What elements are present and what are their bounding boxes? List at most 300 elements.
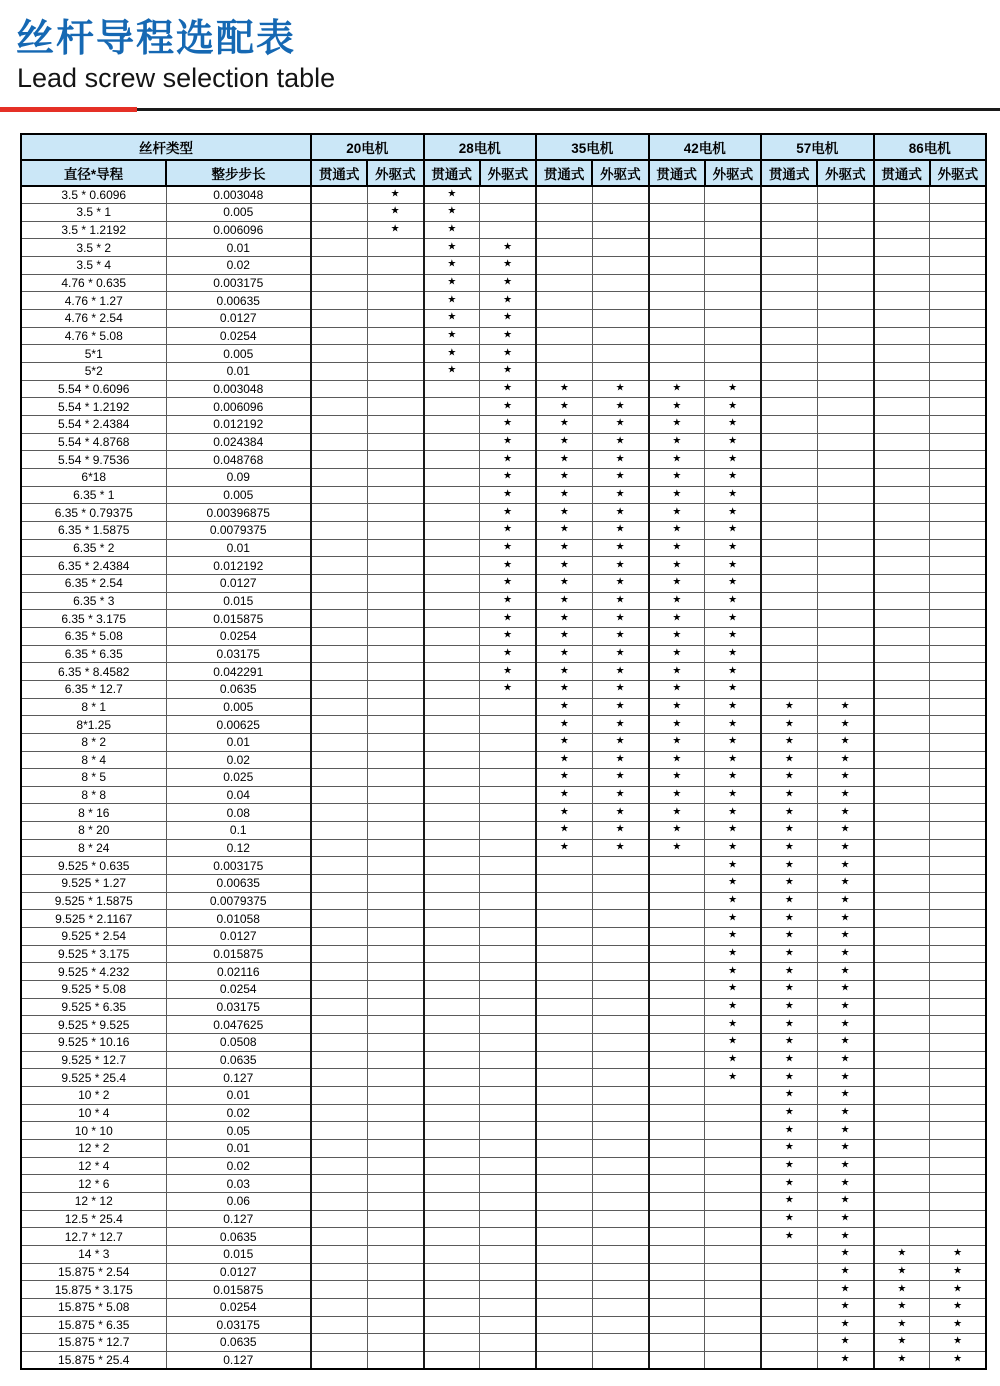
diameter-lead-cell: 3.5 * 4	[21, 257, 166, 275]
compat-empty-cell	[761, 1281, 817, 1299]
star-icon: ★	[840, 982, 850, 994]
compat-empty-cell	[592, 1245, 648, 1263]
compat-star-cell	[649, 557, 705, 575]
compat-empty-cell	[311, 486, 367, 504]
star-icon: ★	[559, 541, 569, 553]
star-icon: ★	[784, 1088, 794, 1100]
compat-empty-cell	[874, 327, 930, 345]
star-icon: ★	[559, 682, 569, 694]
star-icon: ★	[615, 682, 625, 694]
diameter-lead-cell: 6.35 * 12.7	[21, 680, 166, 698]
compat-empty-cell	[592, 892, 648, 910]
star-icon: ★	[728, 665, 738, 677]
compat-empty-cell	[424, 1069, 480, 1087]
compat-star-cell	[480, 469, 536, 487]
star-icon: ★	[559, 823, 569, 835]
header-motor-28: 28电机	[424, 134, 537, 160]
compat-star-cell	[761, 769, 817, 787]
compat-empty-cell	[930, 998, 986, 1016]
compat-empty-cell	[930, 274, 986, 292]
star-icon: ★	[559, 435, 569, 447]
compat-empty-cell	[930, 451, 986, 469]
compat-empty-cell	[480, 804, 536, 822]
compat-empty-cell	[367, 1175, 423, 1193]
compat-empty-cell	[649, 875, 705, 893]
diameter-lead-cell: 15.875 * 5.08	[21, 1298, 166, 1316]
star-icon: ★	[503, 647, 513, 659]
table-row	[21, 327, 986, 345]
compat-empty-cell	[480, 751, 536, 769]
table-row	[21, 804, 986, 822]
compat-empty-cell	[592, 1281, 648, 1299]
step-length-cell: 0.0127	[166, 1263, 311, 1281]
diameter-lead-cell: 6.35 * 2.54	[21, 574, 166, 592]
compat-empty-cell	[761, 239, 817, 257]
compat-empty-cell	[705, 345, 761, 363]
star-icon: ★	[672, 594, 682, 606]
star-icon: ★	[897, 1353, 907, 1365]
compat-empty-cell	[480, 963, 536, 981]
compat-empty-cell	[649, 981, 705, 999]
compat-empty-cell	[424, 469, 480, 487]
star-icon: ★	[559, 788, 569, 800]
compat-empty-cell	[761, 416, 817, 434]
compat-star-cell	[705, 433, 761, 451]
star-icon: ★	[840, 718, 850, 730]
compat-star-cell	[649, 804, 705, 822]
compat-empty-cell	[761, 574, 817, 592]
compat-star-cell	[705, 963, 761, 981]
compat-empty-cell	[817, 274, 873, 292]
compat-empty-cell	[874, 557, 930, 575]
compat-star-cell	[705, 645, 761, 663]
compat-star-cell	[424, 257, 480, 275]
compat-empty-cell	[874, 1069, 930, 1087]
compat-empty-cell	[649, 310, 705, 328]
star-icon: ★	[390, 223, 400, 235]
star-icon: ★	[672, 841, 682, 853]
star-icon: ★	[728, 806, 738, 818]
compat-star-cell	[592, 574, 648, 592]
compat-empty-cell	[536, 204, 592, 222]
compat-empty-cell	[367, 839, 423, 857]
star-icon: ★	[728, 435, 738, 447]
diameter-lead-cell: 5.54 * 2.4384	[21, 416, 166, 434]
table-row	[21, 1263, 986, 1281]
star-icon: ★	[615, 576, 625, 588]
step-length-cell: 0.003175	[166, 857, 311, 875]
compat-empty-cell	[424, 1263, 480, 1281]
star-icon: ★	[840, 1053, 850, 1065]
compat-empty-cell	[874, 257, 930, 275]
compat-empty-cell	[761, 1316, 817, 1334]
step-length-cell: 0.127	[166, 1069, 311, 1087]
compat-empty-cell	[930, 310, 986, 328]
compat-empty-cell	[817, 257, 873, 275]
compat-empty-cell	[930, 380, 986, 398]
star-icon: ★	[840, 1318, 850, 1330]
star-icon: ★	[784, 700, 794, 712]
star-icon: ★	[728, 965, 738, 977]
compat-star-cell	[592, 416, 648, 434]
table-row	[21, 733, 986, 751]
diameter-lead-cell: 6.35 * 3.175	[21, 610, 166, 628]
compat-empty-cell	[424, 433, 480, 451]
star-icon: ★	[840, 1300, 850, 1312]
star-icon: ★	[840, 965, 850, 977]
compat-empty-cell	[424, 521, 480, 539]
step-length-cell: 0.005	[166, 486, 311, 504]
compat-empty-cell	[367, 539, 423, 557]
star-icon: ★	[728, 488, 738, 500]
compat-star-cell	[817, 945, 873, 963]
compat-empty-cell	[761, 627, 817, 645]
star-icon: ★	[503, 541, 513, 553]
compat-empty-cell	[761, 680, 817, 698]
diameter-lead-cell: 6.35 * 3	[21, 592, 166, 610]
diameter-lead-cell: 4.76 * 5.08	[21, 327, 166, 345]
compat-empty-cell	[761, 274, 817, 292]
star-icon: ★	[728, 700, 738, 712]
step-length-cell: 0.02116	[166, 963, 311, 981]
compat-empty-cell	[817, 292, 873, 310]
table-row	[21, 892, 986, 910]
compat-empty-cell	[480, 1016, 536, 1034]
compat-empty-cell	[930, 239, 986, 257]
compat-empty-cell	[424, 1157, 480, 1175]
star-icon: ★	[728, 1018, 738, 1030]
compat-empty-cell	[874, 221, 930, 239]
compat-empty-cell	[367, 1228, 423, 1246]
step-length-cell: 0.012192	[166, 557, 311, 575]
compat-empty-cell	[311, 345, 367, 363]
star-icon: ★	[503, 311, 513, 323]
compat-empty-cell	[367, 981, 423, 999]
star-icon: ★	[784, 718, 794, 730]
compat-star-cell	[536, 574, 592, 592]
compat-empty-cell	[817, 186, 873, 204]
compat-star-cell	[649, 469, 705, 487]
compat-star-cell	[705, 380, 761, 398]
compat-empty-cell	[367, 1139, 423, 1157]
table-row	[21, 716, 986, 734]
compat-empty-cell	[536, 875, 592, 893]
table-row	[21, 786, 986, 804]
compat-empty-cell	[424, 557, 480, 575]
compat-empty-cell	[817, 504, 873, 522]
compat-star-cell	[761, 1228, 817, 1246]
diameter-lead-cell: 9.525 * 12.7	[21, 1051, 166, 1069]
star-icon: ★	[615, 647, 625, 659]
compat-star-cell	[480, 433, 536, 451]
compat-empty-cell	[536, 981, 592, 999]
compat-empty-cell	[930, 221, 986, 239]
compat-empty-cell	[311, 875, 367, 893]
compat-empty-cell	[705, 1157, 761, 1175]
compat-empty-cell	[649, 1069, 705, 1087]
star-icon: ★	[840, 1035, 850, 1047]
compat-star-cell	[480, 239, 536, 257]
table-row	[21, 292, 986, 310]
compat-star-cell	[592, 645, 648, 663]
star-icon: ★	[840, 1124, 850, 1136]
compat-empty-cell	[424, 981, 480, 999]
compat-empty-cell	[424, 1175, 480, 1193]
star-icon: ★	[503, 523, 513, 535]
compat-star-cell	[536, 804, 592, 822]
compat-star-cell	[480, 680, 536, 698]
star-icon: ★	[784, 876, 794, 888]
compat-empty-cell	[424, 839, 480, 857]
header-external-86: 外驱式	[930, 160, 986, 186]
compat-empty-cell	[536, 1245, 592, 1263]
star-icon: ★	[840, 894, 850, 906]
star-icon: ★	[559, 770, 569, 782]
star-icon: ★	[840, 735, 850, 747]
star-icon: ★	[559, 612, 569, 624]
diameter-lead-cell: 15.875 * 12.7	[21, 1334, 166, 1352]
compat-star-cell	[874, 1334, 930, 1352]
compat-star-cell	[480, 310, 536, 328]
table-row	[21, 857, 986, 875]
compat-empty-cell	[874, 451, 930, 469]
step-length-cell: 0.005	[166, 345, 311, 363]
divider-red-segment	[0, 107, 137, 112]
compat-star-cell	[480, 451, 536, 469]
diameter-lead-cell: 12.5 * 25.4	[21, 1210, 166, 1228]
star-icon: ★	[672, 382, 682, 394]
compat-star-cell	[817, 1316, 873, 1334]
compat-empty-cell	[874, 592, 930, 610]
compat-star-cell	[705, 1051, 761, 1069]
star-icon: ★	[784, 841, 794, 853]
star-icon: ★	[728, 417, 738, 429]
compat-star-cell	[817, 1351, 873, 1369]
compat-empty-cell	[367, 1086, 423, 1104]
star-icon: ★	[840, 753, 850, 765]
header-motor-42: 42电机	[649, 134, 762, 160]
compat-empty-cell	[817, 345, 873, 363]
compat-star-cell	[817, 1157, 873, 1175]
compat-empty-cell	[761, 1245, 817, 1263]
star-icon: ★	[672, 470, 682, 482]
compat-star-cell	[761, 786, 817, 804]
compat-empty-cell	[424, 504, 480, 522]
header-through-42: 贯通式	[649, 160, 705, 186]
compat-star-cell	[592, 769, 648, 787]
compat-star-cell	[536, 822, 592, 840]
table-row	[21, 345, 986, 363]
star-icon: ★	[728, 629, 738, 641]
compat-empty-cell	[874, 751, 930, 769]
compat-empty-cell	[311, 910, 367, 928]
compat-star-cell	[536, 433, 592, 451]
step-length-cell: 0.005	[166, 698, 311, 716]
star-icon: ★	[559, 647, 569, 659]
star-icon: ★	[559, 506, 569, 518]
table-row	[21, 186, 986, 204]
star-icon: ★	[447, 294, 457, 306]
compat-empty-cell	[930, 204, 986, 222]
compat-empty-cell	[424, 804, 480, 822]
table-row	[21, 539, 986, 557]
compat-empty-cell	[424, 769, 480, 787]
star-icon: ★	[615, 612, 625, 624]
compat-empty-cell	[311, 221, 367, 239]
compat-star-cell	[705, 892, 761, 910]
compat-empty-cell	[817, 627, 873, 645]
diameter-lead-cell: 9.525 * 4.232	[21, 963, 166, 981]
compat-star-cell	[480, 345, 536, 363]
compat-empty-cell	[761, 610, 817, 628]
star-icon: ★	[840, 700, 850, 712]
star-icon: ★	[672, 559, 682, 571]
compat-empty-cell	[649, 1104, 705, 1122]
compat-empty-cell	[367, 486, 423, 504]
compat-empty-cell	[649, 1351, 705, 1369]
compat-empty-cell	[592, 1086, 648, 1104]
compat-empty-cell	[367, 733, 423, 751]
star-icon: ★	[897, 1283, 907, 1295]
table-body	[21, 186, 986, 1369]
compat-empty-cell	[480, 1316, 536, 1334]
compat-star-cell	[705, 733, 761, 751]
compat-empty-cell	[311, 786, 367, 804]
table-row	[21, 1139, 986, 1157]
compat-star-cell	[649, 416, 705, 434]
compat-empty-cell	[424, 486, 480, 504]
compat-star-cell	[817, 1139, 873, 1157]
compat-empty-cell	[592, 221, 648, 239]
compat-empty-cell	[424, 574, 480, 592]
star-icon: ★	[615, 753, 625, 765]
diameter-lead-cell: 8 * 20	[21, 822, 166, 840]
table-row	[21, 1192, 986, 1210]
compat-star-cell	[930, 1298, 986, 1316]
compat-empty-cell	[592, 186, 648, 204]
compat-empty-cell	[536, 1104, 592, 1122]
compat-star-cell	[649, 786, 705, 804]
compat-star-cell	[817, 822, 873, 840]
compat-empty-cell	[367, 380, 423, 398]
table-row	[21, 1175, 986, 1193]
compat-empty-cell	[592, 1351, 648, 1369]
step-length-cell: 0.015	[166, 1245, 311, 1263]
compat-empty-cell	[536, 963, 592, 981]
compat-empty-cell	[536, 1351, 592, 1369]
star-icon: ★	[784, 788, 794, 800]
compat-empty-cell	[649, 1263, 705, 1281]
diameter-lead-cell: 10 * 4	[21, 1104, 166, 1122]
star-icon: ★	[840, 1141, 850, 1153]
compat-empty-cell	[424, 380, 480, 398]
compat-empty-cell	[480, 1122, 536, 1140]
star-icon: ★	[559, 735, 569, 747]
compat-empty-cell	[649, 1051, 705, 1069]
compat-star-cell	[592, 627, 648, 645]
compat-empty-cell	[536, 1210, 592, 1228]
diameter-lead-cell: 6.35 * 8.4582	[21, 663, 166, 681]
compat-empty-cell	[367, 1351, 423, 1369]
star-icon: ★	[728, 929, 738, 941]
table-row	[21, 945, 986, 963]
compat-empty-cell	[424, 1016, 480, 1034]
compat-empty-cell	[424, 786, 480, 804]
title-divider	[0, 107, 1000, 113]
compat-star-cell	[480, 645, 536, 663]
compat-empty-cell	[367, 1034, 423, 1052]
star-icon: ★	[559, 718, 569, 730]
compat-empty-cell	[874, 363, 930, 381]
compat-empty-cell	[592, 1139, 648, 1157]
compat-star-cell	[705, 822, 761, 840]
header-through-57: 贯通式	[761, 160, 817, 186]
star-icon: ★	[840, 806, 850, 818]
compat-empty-cell	[649, 1298, 705, 1316]
compat-empty-cell	[480, 1245, 536, 1263]
table-row	[21, 645, 986, 663]
compat-empty-cell	[367, 645, 423, 663]
compat-star-cell	[761, 1122, 817, 1140]
compat-star-cell	[761, 875, 817, 893]
step-length-cell: 0.015875	[166, 610, 311, 628]
compat-empty-cell	[874, 998, 930, 1016]
compat-empty-cell	[367, 239, 423, 257]
compat-empty-cell	[311, 416, 367, 434]
step-length-cell: 0.02	[166, 751, 311, 769]
compat-empty-cell	[705, 1210, 761, 1228]
compat-star-cell	[705, 469, 761, 487]
compat-empty-cell	[874, 663, 930, 681]
table-row	[21, 504, 986, 522]
step-length-cell: 0.127	[166, 1210, 311, 1228]
star-icon: ★	[503, 665, 513, 677]
compat-empty-cell	[705, 1316, 761, 1334]
diameter-lead-cell: 9.525 * 1.27	[21, 875, 166, 893]
step-length-cell: 0.047625	[166, 1016, 311, 1034]
compat-star-cell	[649, 574, 705, 592]
compat-empty-cell	[367, 433, 423, 451]
compat-empty-cell	[536, 1122, 592, 1140]
compat-empty-cell	[649, 892, 705, 910]
compat-star-cell	[761, 857, 817, 875]
compat-empty-cell	[874, 433, 930, 451]
compat-empty-cell	[592, 1051, 648, 1069]
compat-empty-cell	[649, 239, 705, 257]
star-icon: ★	[840, 947, 850, 959]
star-icon: ★	[728, 735, 738, 747]
compat-empty-cell	[930, 1034, 986, 1052]
compat-empty-cell	[367, 521, 423, 539]
compat-star-cell	[761, 698, 817, 716]
compat-empty-cell	[761, 645, 817, 663]
compat-empty-cell	[311, 1298, 367, 1316]
compat-empty-cell	[536, 1034, 592, 1052]
compat-empty-cell	[536, 186, 592, 204]
compat-star-cell	[761, 945, 817, 963]
step-length-cell: 0.01	[166, 733, 311, 751]
star-icon: ★	[559, 700, 569, 712]
star-icon: ★	[672, 523, 682, 535]
star-icon: ★	[447, 241, 457, 253]
star-icon: ★	[559, 453, 569, 465]
compat-empty-cell	[874, 1210, 930, 1228]
star-icon: ★	[503, 435, 513, 447]
star-icon: ★	[503, 347, 513, 359]
compat-empty-cell	[367, 663, 423, 681]
header-diameter-lead: 直径*导程	[21, 160, 166, 186]
compat-empty-cell	[480, 786, 536, 804]
